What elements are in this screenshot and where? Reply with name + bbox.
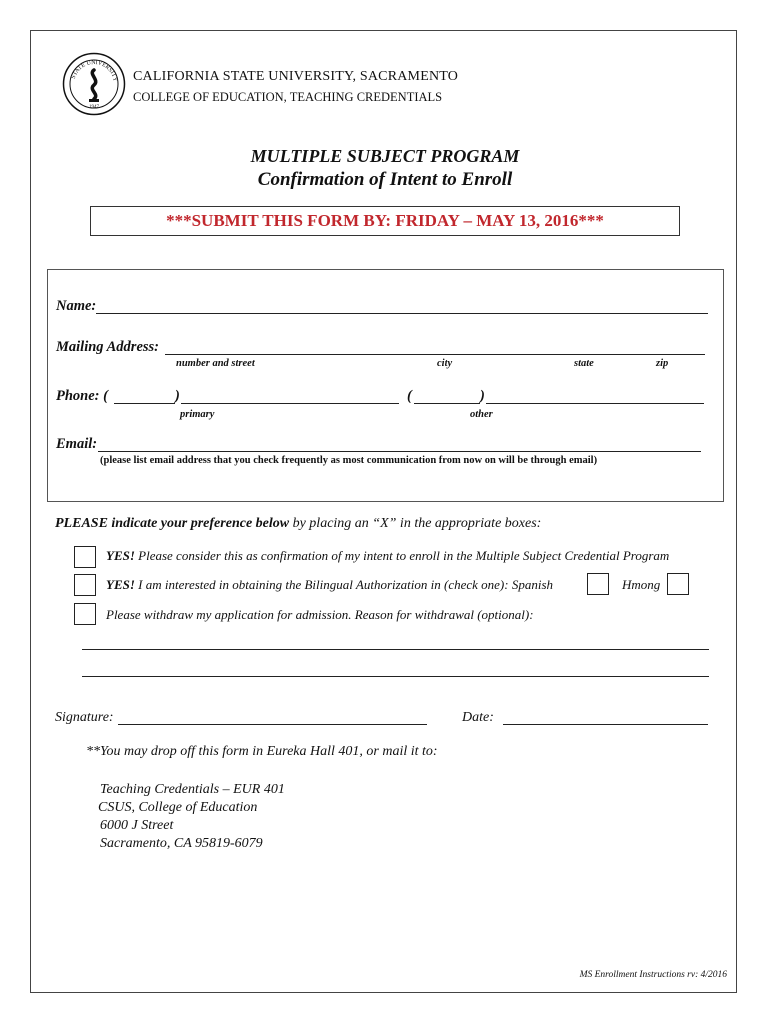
yes-label: YES!: [106, 548, 135, 563]
option1-text: Please consider this as confirmation of my intent to enroll in the Multiple Subject Credential Program: [134, 548, 670, 563]
address-label: Mailing Address:: [56, 339, 159, 355]
address-hint-zip: zip: [656, 358, 669, 369]
email-field[interactable]: [98, 451, 701, 452]
mail-address-line-1: Teaching Credentials – EUR 401: [100, 782, 285, 797]
dropoff-instructions: **You may drop off this form in Eureka Hall 401, or mail it to:: [86, 744, 438, 759]
phone-primary-paren: ): [175, 388, 180, 404]
deadline-banner: ***SUBMIT THIS FORM BY: FRIDAY – MAY 13, 2016***: [90, 206, 680, 236]
instruction-rest: by placing an “X” in the appropriate boxes:: [289, 516, 542, 531]
bilingual-option: [106, 577, 553, 593]
hmong-label: Hmong: [622, 577, 661, 592]
phone-primary-field[interactable]: [181, 403, 399, 404]
bilingual-checkbox[interactable]: [74, 574, 96, 596]
phone-primary-area-field[interactable]: [114, 403, 175, 404]
date-label: Date:: [462, 710, 494, 725]
name-field[interactable]: [96, 313, 708, 314]
footer-revision: MS Enrollment Instructions rv: 4/2016: [579, 970, 727, 980]
withdraw-option: Please withdraw my application for admission. Reason for withdrawal (optional):: [106, 607, 534, 622]
form-subtitle: Confirmation of Intent to Enroll: [257, 169, 513, 190]
name-label: Name:: [56, 298, 97, 314]
hmong-checkbox[interactable]: [667, 573, 689, 595]
confirm-intent-checkbox[interactable]: [74, 546, 96, 568]
phone-label: Phone: (: [56, 388, 108, 404]
phone-other-hint: other: [470, 409, 493, 420]
mail-address-line-2: CSUS, College of Education: [98, 800, 258, 815]
address-hint-street: number and street: [176, 358, 255, 369]
withdrawal-reason-line-1[interactable]: [82, 649, 709, 650]
yes-label: YES!: [106, 577, 135, 592]
college-name: COLLEGE OF EDUCATION, TEACHING CREDENTIALS: [133, 90, 443, 104]
phone-other-paren: ): [480, 388, 485, 404]
mail-address-line-4: Sacramento, CA 95819-6079: [100, 836, 263, 851]
phone-other-area-field[interactable]: [414, 403, 480, 404]
svg-text:1947: 1947: [89, 105, 99, 110]
svg-text:STATE UNIVERSITY: STATE UNIVERSITY: [70, 59, 118, 83]
signature-label: Signature:: [55, 710, 114, 725]
signature-field[interactable]: [118, 724, 427, 725]
mail-address-line-3: 6000 J Street: [100, 818, 174, 833]
spanish-checkbox[interactable]: [587, 573, 609, 595]
phone-primary-hint: primary: [180, 409, 215, 420]
option2-text: I am interested in obtaining the Bilingual Authorization in (check one): Spanish: [134, 577, 554, 592]
email-label: Email:: [56, 436, 98, 452]
phone-other-open-paren: (: [407, 388, 412, 404]
address-field[interactable]: [165, 354, 705, 355]
address-hint-city: city: [437, 358, 453, 369]
address-hint-state: state: [574, 358, 594, 369]
preference-instruction: [55, 516, 541, 532]
withdrawal-reason-line-2[interactable]: [82, 676, 709, 677]
contact-info-box: [47, 269, 724, 502]
phone-other-field[interactable]: [486, 403, 704, 404]
email-note: (please list email address that you check frequently as most communication from now on will be through email): [100, 455, 598, 466]
program-title: MULTIPLE SUBJECT PROGRAM: [250, 146, 520, 166]
withdraw-checkbox[interactable]: [74, 603, 96, 625]
university-name: CALIFORNIA STATE UNIVERSITY, SACRAMENTO: [133, 69, 459, 84]
university-seal-logo: [62, 52, 126, 116]
date-field[interactable]: [503, 724, 708, 725]
please-word: PLEASE: [55, 516, 108, 531]
confirm-intent-option: [106, 548, 669, 564]
indicate-phrase: indicate your preference below: [107, 516, 290, 531]
